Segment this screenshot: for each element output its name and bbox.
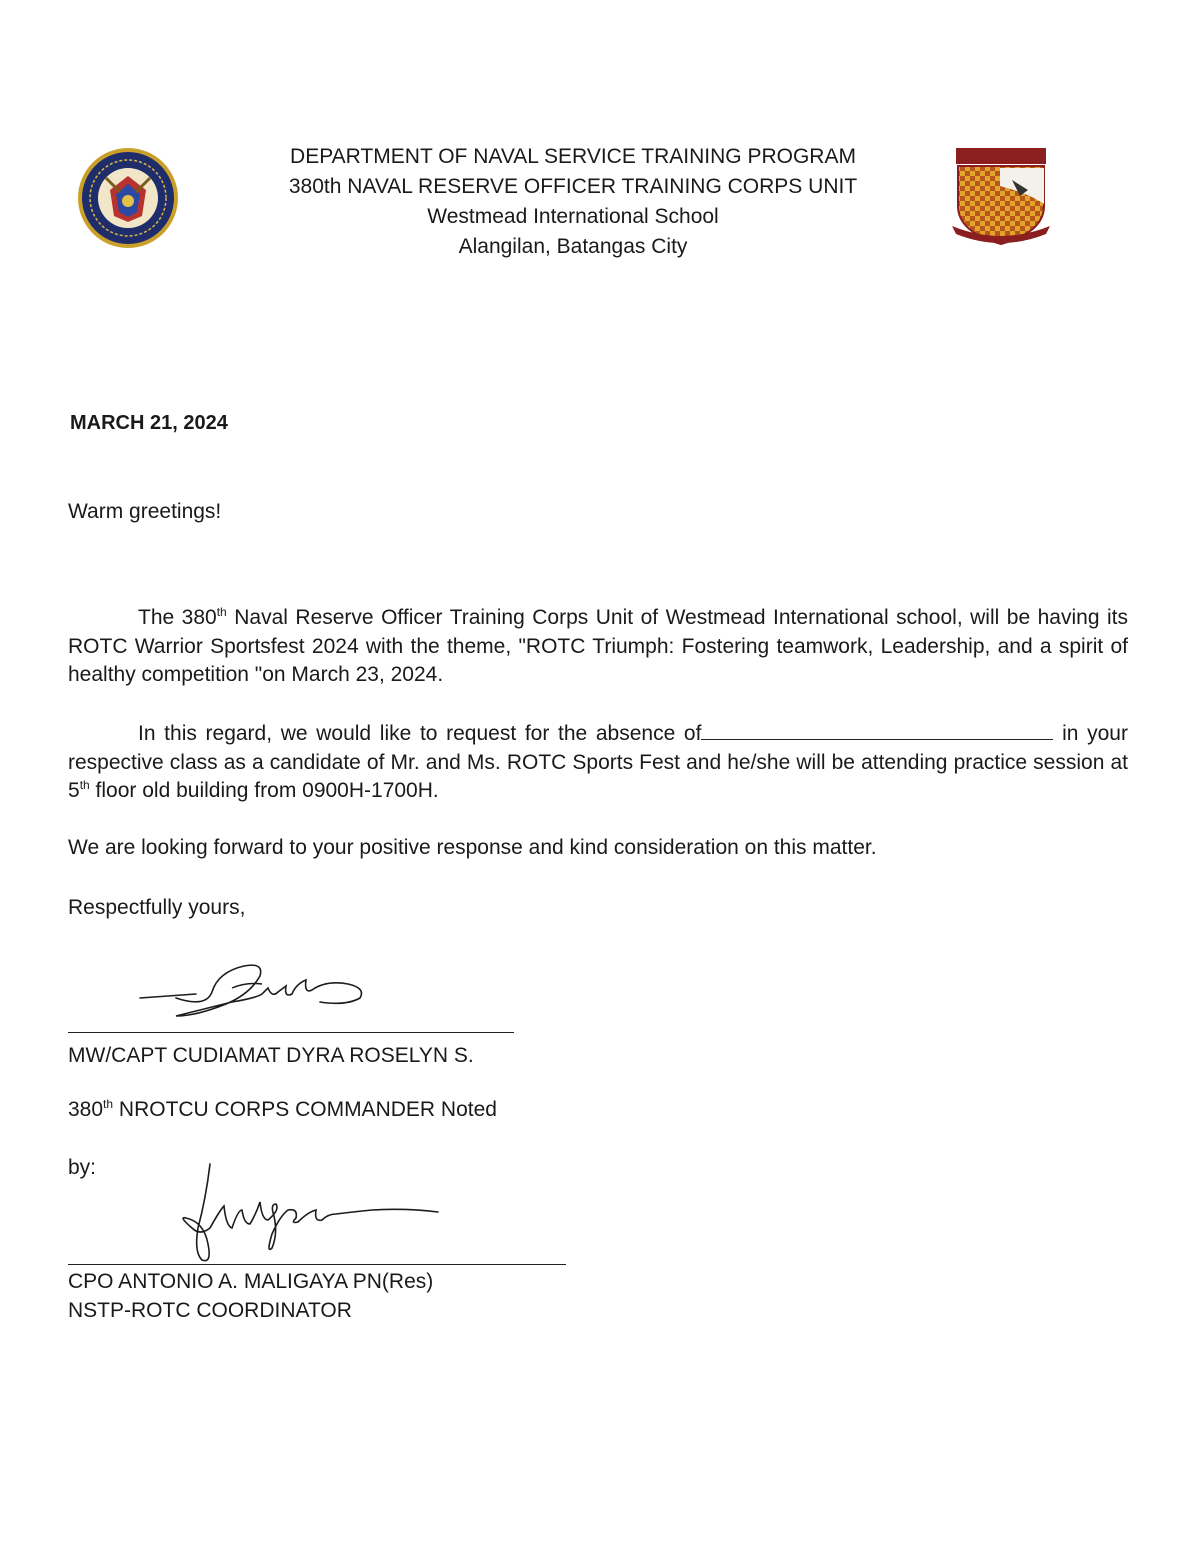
westmead-shield-logo: [950, 146, 1052, 248]
signatory1-title-pre: 380: [68, 1098, 104, 1121]
handwritten-signature-icon: [136, 958, 372, 1024]
paragraph1-pre: The 380: [138, 606, 217, 629]
signatory2-name: CPO ANTONIO A. MALIGAYA PN(Res): [68, 1270, 434, 1293]
signatory1-title-sup: th: [103, 1097, 114, 1111]
signatory1-title-post: NROTCU CORPS COMMANDER Noted: [113, 1098, 497, 1121]
paragraph2-pre: In this regard, we would like to request for the absence of: [138, 722, 702, 745]
letterhead-address: Alangilan, Batangas City: [458, 235, 688, 258]
paragraph1-sup: th: [216, 605, 227, 619]
paragraph-theme: [68, 604, 1128, 690]
paragraph1-post: Naval Reserve Officer Training Corps Unit of Westmead International school, will be having its ROTC Warrior Sportsfest 2024 with the theme, "ROTC Triumph: Fostering teamwork, Leadership, and a spirit of healthy competition "on March 23, 2024.: [68, 606, 1129, 686]
signatory2-title: NSTP-ROTC COORDINATOR: [68, 1299, 352, 1322]
signature-line: [68, 1264, 566, 1265]
letterhead-unit: 380th NAVAL RESERVE OFFICER TRAINING CORPS UNIT: [288, 175, 858, 198]
paragraph2-mid: in your respective class as a candidate of Mr. and Ms. ROTC Sports Fest and he/she will be attending practice session at 5: [68, 722, 1128, 802]
signature-line: [68, 1032, 514, 1033]
signatory1-name: MW/CAPT CUDIAMAT DYRA ROSELYN S.: [68, 1044, 474, 1067]
greeting: Warm greetings!: [68, 500, 222, 523]
paragraph2-sup: th: [79, 778, 90, 792]
noted-by-label: by:: [68, 1156, 97, 1179]
handwritten-signature-icon: [176, 1158, 446, 1270]
letterhead-department: DEPARTMENT OF NAVAL SERVICE TRAINING PROGRAM: [290, 145, 856, 168]
paragraph-request: [68, 720, 1128, 806]
signatory1-title: [68, 1098, 497, 1122]
paragraph2-post: floor old building from 0900H-1700H.: [89, 779, 439, 802]
student-name-blank[interactable]: [701, 721, 1053, 740]
nrotc-seal-logo: [76, 146, 180, 250]
letterhead: [200, 142, 946, 262]
letterhead-school: Westmead International School: [427, 205, 719, 228]
letter-date: MARCH 21, 2024: [70, 412, 228, 434]
complimentary-close: Respectfully yours,: [68, 896, 246, 919]
paragraph-closing-note: We are looking forward to your positive response and kind consideration on this matter.: [68, 836, 877, 859]
